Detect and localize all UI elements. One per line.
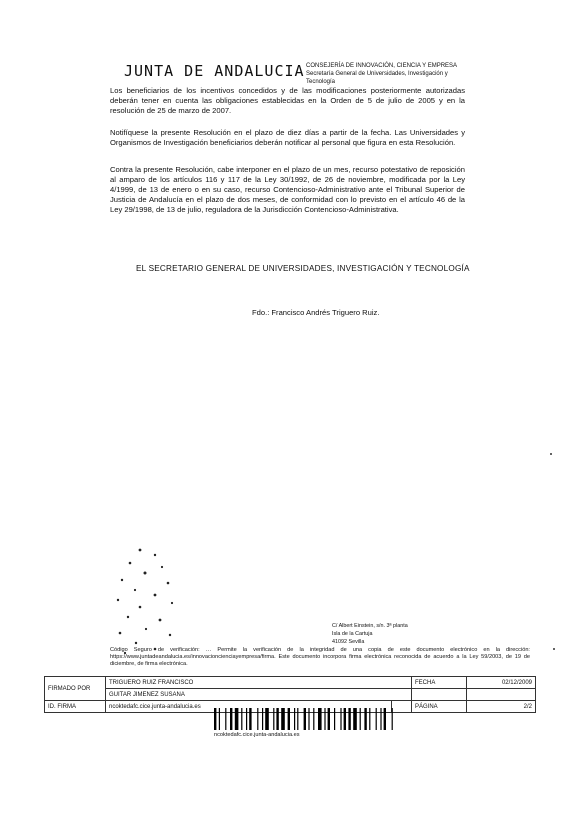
barcode-bar — [249, 708, 251, 730]
barcode-bar — [376, 708, 377, 730]
paragraph-notification: Notifíquese la presente Resolución en el plazo de diez días a partir de la fecha. Las Universidades y Organismos de Investigación beneficiarios deberán notificar al personal que figura en esta Resolución. — [110, 128, 465, 147]
barcode-bar — [230, 708, 232, 730]
barcode-bar — [262, 708, 263, 730]
barcode-bar — [324, 708, 325, 730]
barcode-bar — [369, 708, 370, 730]
barcode-bar — [313, 708, 314, 730]
id-firma-value: ncoktedafc.cice.junta-andalucia.es — [106, 701, 392, 713]
barcode-bar — [225, 708, 226, 730]
address-line-2: Isla de la Cartuja — [332, 631, 373, 637]
firmado-por-label: FIRMADO POR — [45, 677, 106, 701]
barcode-bar — [344, 708, 346, 730]
barcode-bar — [294, 708, 295, 730]
address-line-1: C/ Albert Einstein, s/n. 3ª planta — [332, 623, 408, 629]
id-firma-label: ID. FIRMA — [45, 701, 106, 713]
barcode-bar — [281, 708, 285, 730]
barcode-bar — [364, 708, 366, 730]
stamp-dots-mark — [100, 545, 190, 660]
barcode-bar — [304, 708, 306, 730]
signer-name: Fdo.: Francisco Andrés Triguero Ruiz. — [252, 308, 380, 317]
barcode-bar — [340, 708, 341, 730]
pagina-value: 2/2 — [467, 701, 536, 713]
address-line-3: 41092 Sevilla — [332, 639, 365, 645]
barcode-bar — [241, 708, 242, 730]
verification-url: ncoktedafc.cice.junta-andalucia.es — [214, 732, 300, 738]
paragraph-obligations: Los beneficiarios de los incentivos concedidos y de las modificaciones posteriormente autorizadas deberán tener en cuenta las obligaciones establecidas en la Orden de 5 de julio de 2005 y en la resolución de 25 de marzo de 2007. — [110, 86, 465, 115]
dept-line-3: Tecnología — [306, 79, 336, 85]
barcode-bar — [219, 708, 220, 730]
barcode-image — [212, 708, 442, 730]
barcode-bar — [318, 708, 322, 730]
barcode-bar — [246, 708, 247, 730]
barcode-bar — [384, 708, 386, 730]
barcode-bar — [235, 708, 239, 730]
dept-line-1: CONSEJERÍA DE INNOVACIÓN, CIENCIA Y EMPRESA — [306, 63, 458, 69]
signature-row-signers — [45, 677, 536, 689]
pagina-label: PÁGINA — [412, 701, 467, 713]
barcode-bar — [360, 708, 361, 730]
barcode-bar — [276, 708, 278, 730]
barcode-bar — [334, 708, 335, 730]
barcode-bar — [380, 708, 381, 730]
junta-logo: JUNTA DE ANDALUCIA — [124, 62, 305, 80]
barcode-bar — [257, 708, 258, 730]
barcode-bar — [273, 708, 274, 730]
barcode-bar — [392, 708, 393, 730]
barcode-bar — [348, 708, 350, 730]
fecha-value: 02/12/2009 — [467, 677, 536, 689]
barcode-bar — [328, 708, 330, 730]
scan-speck — [553, 648, 555, 650]
signer-2: GUITAR JIMENEZ SUSANA — [106, 689, 412, 701]
fecha-label: FECHA — [412, 677, 467, 689]
barcode-bar — [214, 708, 216, 730]
dept-line-2: Secretaría General de Universidades, Investigación y — [306, 71, 448, 77]
signature-row-second-signer — [45, 689, 536, 701]
signatory-title: EL SECRETARIO GENERAL DE UNIVERSIDADES, INVESTIGACIÓN Y TECNOLOGÍA — [136, 264, 470, 273]
barcode-bar — [297, 708, 298, 730]
address-block — [332, 622, 408, 646]
barcode-bar — [353, 708, 357, 730]
barcode-bar — [265, 708, 269, 730]
electronic-signature-notice: Código Seguro de verificación: … Permite la verificación de la integridad de una copia de este documento electrónico en la dirección: https://www.juntadeandalucia.es/innovacioncienciayempresa/firma. Este documento incorpora firma electrónica reconocida de acuerdo a la Ley 59/2003, de 19 de diciembre, de firma electrónica. — [110, 647, 530, 667]
signer-1: TRIGUERO RUIZ FRANCISCO — [106, 677, 412, 689]
paragraph-appeal: Contra la presente Resolución, cabe interponer en el plazo de un mes, recurso potestativo de reposición al amparo de los artículos 116 y 117 de la Ley 30/1992, de 26 de noviembre, modificada por la Ley 4/1999, de 13 de enero o en su caso, recurso Contencioso-Administrativo ante el Tribunal Superior de Justicia de Andalucía en el plazo de dos meses, de conformidad con lo previsto en el artículo 46 de la Ley 29/1998, de 13 de julio, reguladora de la Jurisdicción Contencioso-Administrativa. — [110, 165, 465, 214]
barcode-bar — [308, 708, 309, 730]
scan-speck — [550, 453, 552, 455]
barcode-bar — [288, 708, 290, 730]
department-heading — [306, 62, 466, 86]
